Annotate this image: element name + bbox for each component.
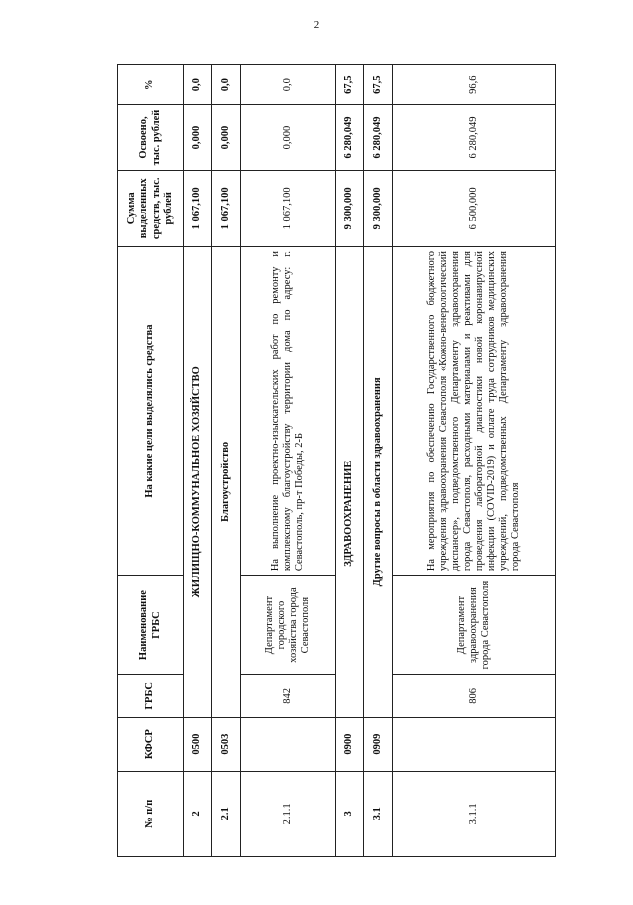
cell-percent: 0,0: [184, 65, 212, 105]
cell-percent: 67,5: [336, 65, 364, 105]
cell-num: 3: [336, 771, 364, 856]
col-header-num: № п/п: [118, 771, 184, 856]
cell-kfsr: [241, 717, 336, 771]
table-row: [212, 65, 241, 857]
cell-spent: 6 280,049: [393, 105, 556, 170]
cell-kfsr: [393, 717, 556, 771]
cell-spent: 6 280,049: [336, 105, 364, 170]
cell-grbs: 842: [241, 675, 336, 718]
table-row: [364, 65, 393, 857]
cell-kfsr: 0500: [184, 717, 212, 771]
table-row: [393, 65, 556, 857]
cell-num: 3.1.1: [393, 771, 556, 856]
cell-spent: 0,000: [212, 105, 241, 170]
subsection-title: Другие вопросы в области здравоохранения: [364, 247, 393, 718]
table-row: [241, 65, 336, 857]
page-number: 2: [313, 19, 320, 31]
table-row: [184, 65, 212, 857]
cell-allocated: 1 067,100: [241, 170, 336, 246]
cell-allocated: 9 300,000: [364, 170, 393, 246]
cell-kfsr: 0909: [364, 717, 393, 771]
col-header-grbs-name: Наименование ГРБС: [118, 576, 184, 675]
col-header-spent: Освоено, тыс. рублей: [118, 105, 184, 170]
cell-percent: 96,6: [393, 65, 556, 105]
cell-kfsr: 0900: [336, 717, 364, 771]
funds-table: [117, 64, 556, 857]
cell-grbs-name: Департамент здравоохранения города Севастополя: [393, 576, 556, 675]
header-row: [118, 65, 184, 857]
cell-num: 2.1.1: [241, 771, 336, 856]
cell-kfsr: 0503: [212, 717, 241, 771]
col-header-percent: %: [118, 65, 184, 105]
rotated-table-container: [117, 64, 522, 857]
cell-allocated: 6 500,000: [393, 170, 556, 246]
cell-num: 2: [184, 771, 212, 856]
section-title: ЖИЛИЩНО-КОММУНАЛЬНОЕ ХОЗЯЙСТВО: [184, 247, 212, 718]
cell-percent: 0,0: [241, 65, 336, 105]
cell-spent: 0,000: [184, 105, 212, 170]
cell-percent: 67,5: [364, 65, 393, 105]
cell-purpose: На выполнение проектно-изыскательских работ по ремонту и комплексному благоустройству территории дома по адресу: г. Севастополь, пр-т Победы, 2-Б: [241, 247, 336, 576]
col-header-allocated: Сумма выделенных средств, тыс. рублей: [118, 170, 184, 246]
cell-percent: 0,0: [212, 65, 241, 105]
cell-allocated: 1 067,100: [184, 170, 212, 246]
cell-spent: 6 280,049: [364, 105, 393, 170]
cell-purpose: На мероприятия по обеспечению Государственного бюджетного учреждения здравоохранения Севастополя «Кожно-венерологический диспансер», подведомственного Департаменту здравоохранения города Севастополя, расходными материалами и реактивами для проведения лабораторной диагностики новой коронавирусной инфекции (COVID-2019) и оплате труда сотрудников медицинских учреждений, подведомственных Департаменту здравоохранения города Севастополя: [393, 247, 556, 576]
col-header-purpose: На какие цели выделялись средства: [118, 247, 184, 576]
cell-num: 2.1: [212, 771, 241, 856]
cell-grbs: 806: [393, 675, 556, 718]
subsection-title: Благоустройство: [212, 247, 241, 718]
cell-allocated: 9 300,000: [336, 170, 364, 246]
section-title: ЗДРАВООХРАНЕНИЕ: [336, 247, 364, 718]
col-header-kfsr: КФСР: [118, 717, 184, 771]
cell-num: 3.1: [364, 771, 393, 856]
cell-grbs-name: Департамент городского хозяйства города Севастополя: [241, 576, 336, 675]
table-row: [336, 65, 364, 857]
col-header-grbs: ГРБС: [118, 675, 184, 718]
cell-spent: 0,000: [241, 105, 336, 170]
cell-allocated: 1 067,100: [212, 170, 241, 246]
